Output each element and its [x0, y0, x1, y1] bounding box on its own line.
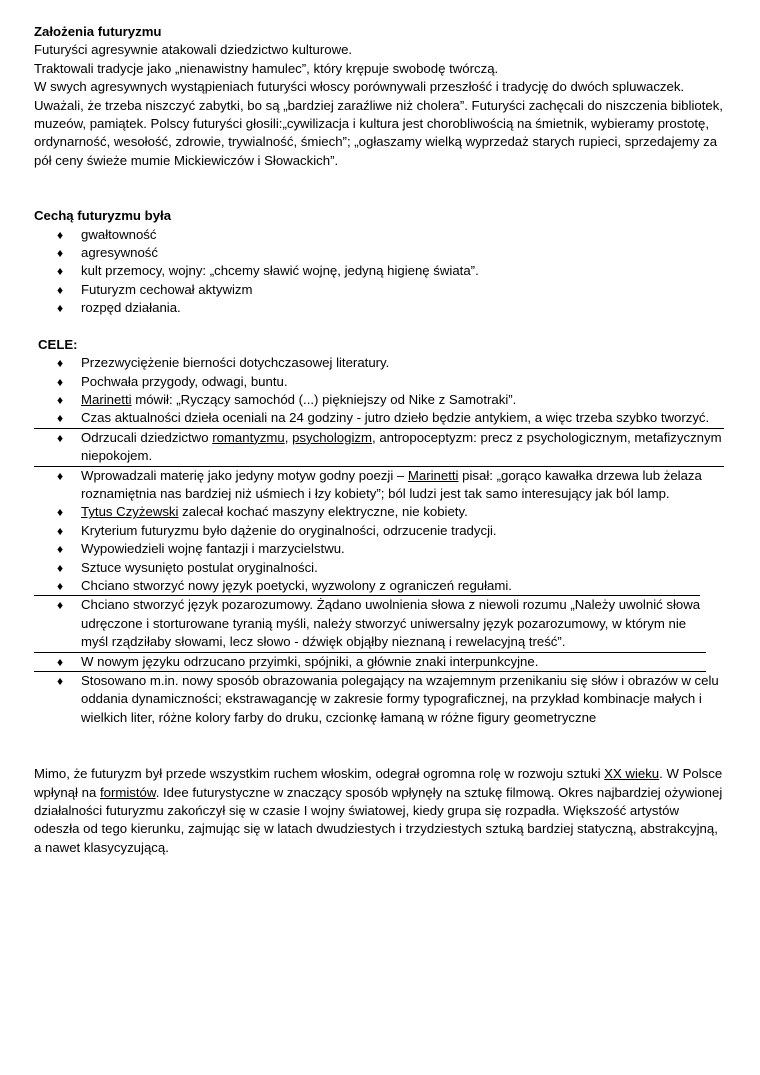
diamond-bullet-icon: ♦	[57, 430, 64, 445]
link-psychologizm[interactable]: psychologizm	[292, 429, 372, 445]
list-item: ♦ Czas aktualności dzieła oceniali na 24 godziny - jutro dzieło będzie antykiem, a więc trzeba szybko tworzyć.	[34, 409, 724, 428]
list-item: ♦ Pochwała przygody, odwagi, buntu.	[34, 373, 724, 391]
section-title-zalozenia: Założenia futuryzmu	[34, 24, 162, 39]
link-romantyzmu[interactable]: romantyzmu	[212, 429, 285, 445]
link-tytus-czyzewski[interactable]: Tytus Czyżewski	[81, 504, 179, 520]
diamond-bullet-icon: ♦	[57, 356, 64, 371]
diamond-bullet-icon: ♦	[57, 411, 64, 426]
diamond-bullet-icon: ♦	[57, 560, 64, 575]
list-item: ♦ Chciano stworzyć nowy język poetycki, wyzwolony z ograniczeń regułami.	[34, 577, 700, 596]
features-list	[34, 226, 724, 318]
diamond-bullet-icon: ♦	[57, 227, 64, 242]
diamond-bullet-icon: ♦	[57, 468, 64, 483]
list-item: ♦ Marinetti mówił: „Ryczący samochód (...) piękniejszy od Nike z Samotraki”.	[34, 391, 724, 409]
text-line: Traktowali tradycje jako „nienawistny hamulec”, który krępuje swobodę twórczą.	[34, 60, 499, 76]
diamond-bullet-icon: ♦	[57, 374, 64, 389]
diamond-bullet-icon: ♦	[57, 578, 64, 593]
goals-list	[34, 354, 724, 727]
link-marinetti[interactable]: Marinetti	[81, 391, 132, 407]
list-item: ♦ W nowym języku odrzucano przyimki, spójniki, a głównie znaki interpunkcyjne.	[34, 653, 706, 672]
diamond-bullet-icon: ♦	[57, 505, 64, 520]
diamond-bullet-icon: ♦	[57, 674, 64, 688]
diamond-bullet-icon: ♦	[57, 654, 64, 669]
link-marinetti[interactable]: Marinetti	[407, 467, 459, 483]
section-title-cele: CELE:	[38, 336, 78, 352]
list-item: ♦ rozpęd działania.	[34, 299, 724, 317]
list-item: ♦ Sztuce wysunięto postulat oryginalności.	[34, 559, 724, 577]
list-item: ♦ agresywność	[34, 244, 724, 262]
text-line: Futuryści agresywnie atakowali dziedzictwo kulturowe.	[34, 42, 353, 58]
diamond-bullet-icon: ♦	[57, 598, 64, 613]
list-item: ♦ Wypowiedzieli wojnę fantazji i marzycielstwu.	[34, 540, 724, 558]
list-item: ♦ Wprowadzali materię jako jedyny motyw godny poezji – Marinetti pisał: „gorąco kawałka drzewa lub żelaza roznamiętnia nas bardziej niż uśmiech i łzy kobiety”; ból ludzi jest tak samo interesujący jak ból lamp.	[57, 467, 702, 501]
list-item: ♦ Chciano stworzyć język pozarozumowy. Żądano uwolnienia słowa z niewoli rozumu „Należy uwolnić słowa udręczone i storturowane tyranią myśli, należy stworzyć uniwersalny język pozarozumowy, w którym nie myśl rządziłaby słowami, lecz słowo - dźwięk objąłby nieznaną i rewelacyjną treść”.	[34, 596, 706, 652]
diamond-bullet-icon: ♦	[57, 282, 64, 297]
link-xx-wieku[interactable]: XX wieku	[604, 766, 660, 782]
closing-paragraph: Mimo, że futuryzm był przede wszystkim ruchem włoskim, odegrał ogromna rolę w rozwoju sztuki XX wieku. W Polsce wpłynął na formistów. Idee futurystyczne w znaczący sposób wpłynęły na sztukę filmową. Okres najbardziej ożywionej działalności futuryzmu zakończył się w czasie I wojny światowej, kiedy grupa się rozpadła. Większość artystów odeszła od tego kierunku, zajmując się w latach dwudziestych i trzydziestych sztuką bardziej statyczną, abstrakcyjną, a nawet klasycyzującą.	[34, 766, 723, 855]
list-item: ♦ Futuryzm cechował aktywizm	[34, 281, 724, 299]
document-page	[34, 23, 724, 857]
list-item: ♦ Tytus Czyżewski zalecał kochać maszyny elektryczne, nie kobiety.	[34, 503, 724, 521]
diamond-bullet-icon: ♦	[57, 264, 64, 279]
diamond-bullet-icon: ♦	[57, 246, 64, 261]
diamond-bullet-icon: ♦	[57, 523, 64, 538]
list-item: ♦ Odrzucali dziedzictwo romantyzmu, psychologizm, antropoceptyzm: precz z psychologicznym, metafizycznym niepokojem.	[34, 429, 724, 467]
text-paragraph: W swych agresywnych wystąpieniach futuryści włoscy porównywali przeszłość i tradycję do dwóch spluwaczek. Uważali, że trzeba niszczyć zabytki, bo są „bardziej zaraźliwe niż cholera”. Futuryści zachęcali do niszczenia bibliotek, muzeów, pamiątek. Polscy futuryści głosili:„cywilizacja i kultura jest chorobliwością na śmietnik, wybieramy prostotę, ordynarność, wesołość, zdrowie, trywialność, śmiech”; „ogłaszamy wielką wyprzedaż starych rupieci, sprzedajemy za pół ceny świeże mumie Mickiewiczów i Słowackich”.	[34, 79, 723, 168]
list-item: ♦ Przezwyciężenie bierności dotychczasowej literatury.	[34, 354, 724, 372]
list-item: ♦ kult przemocy, wojny: „chcemy sławić wojnę, jedyną higienę świata”.	[34, 262, 724, 280]
diamond-bullet-icon: ♦	[57, 392, 64, 407]
list-item: ♦ gwałtowność	[34, 226, 724, 244]
section-title-cecha: Cechą futuryzmu była	[34, 208, 172, 224]
list-item: ♦ Stosowano m.in. nowy sposób obrazowania polegający na wzajemnym przenikaniu się słów i obrazów w celu oddania dynamiczności; ekstrawagancję w zakresie formy typograficznej, na przykład kombinacje małych i wielkich liter, różne kolory farby do druku, czcionkę łamaną w różne figury geometryczne	[57, 673, 719, 725]
link-formistow[interactable]: formistów	[99, 784, 156, 800]
diamond-bullet-icon: ♦	[57, 301, 64, 316]
list-item: ♦ Kryterium futuryzmu było dążenie do oryginalności, odrzucenie tradycji.	[34, 522, 724, 540]
diamond-bullet-icon: ♦	[57, 542, 64, 557]
